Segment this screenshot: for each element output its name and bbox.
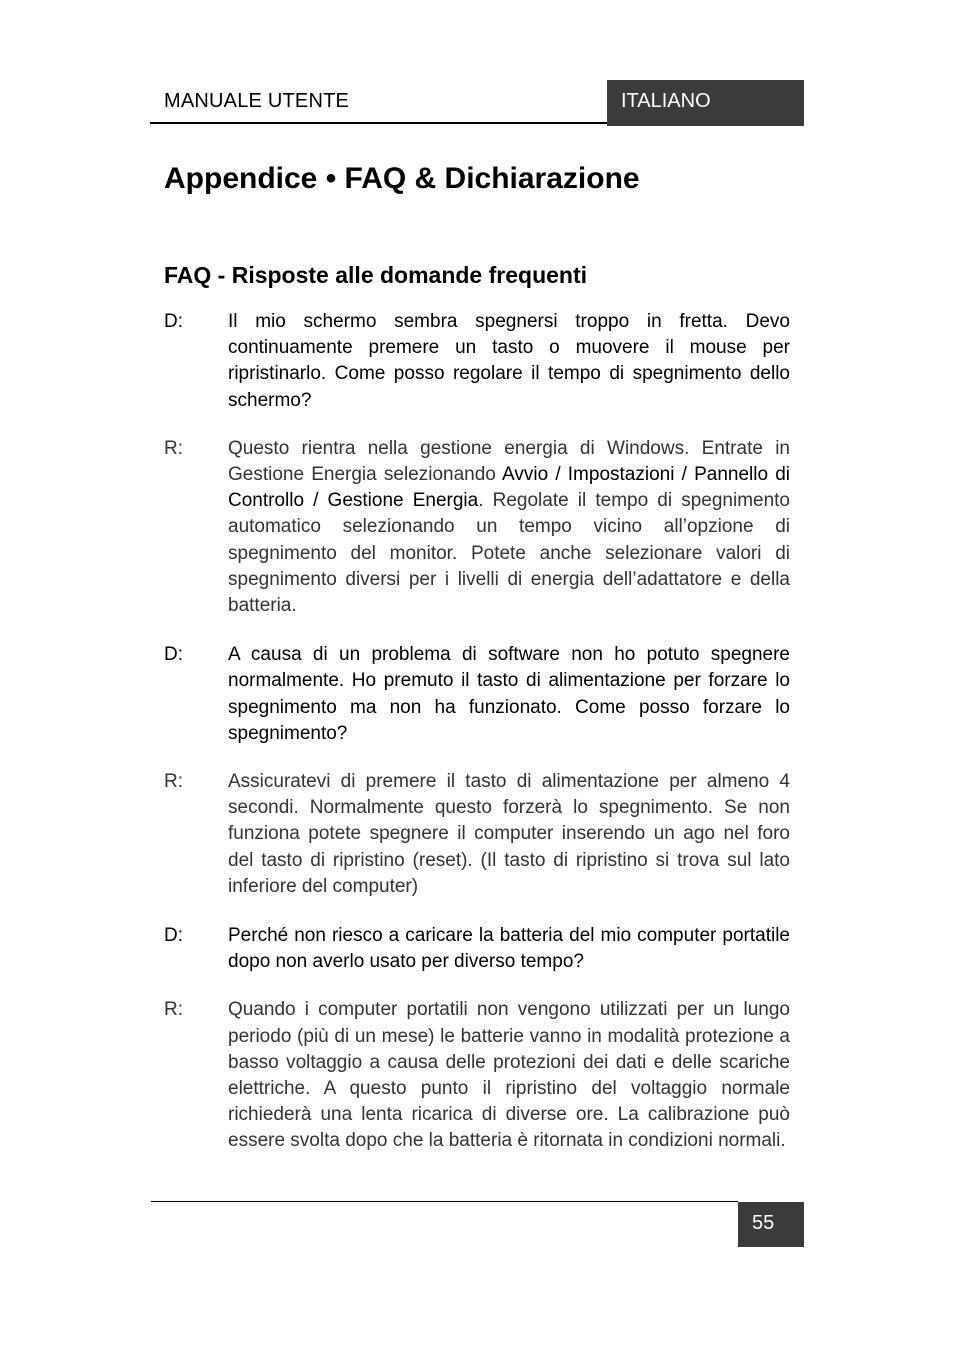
faq-answer bbox=[164, 997, 790, 1154]
header-manual-text: MANUALE UTENTE bbox=[164, 90, 350, 112]
answer-label: R: bbox=[164, 437, 183, 459]
question-label: D: bbox=[164, 644, 183, 666]
answer-text: Quando i computer portatili non vengono utilizzati per un lungo periodo (più di un mese) le batterie vanno in modalità protezione a basso voltaggio a causa delle protezioni dei dati e delle scariche elettriche. A questo punto il ripristino del voltaggio normale richiederà una lenta ricarica di diverse ore. La calibrazione può essere svolta dopo che la batteria è ritornata in condizioni normali. bbox=[228, 999, 790, 1152]
faq-answer bbox=[164, 769, 790, 900]
page-title: Appendice • FAQ & Dichiarazione bbox=[164, 162, 640, 195]
header-manual-label bbox=[150, 80, 607, 124]
question-label: D: bbox=[164, 925, 183, 947]
faq-question bbox=[164, 923, 790, 975]
section-title: FAQ - Risposte alle domande frequenti bbox=[164, 262, 588, 288]
faq-question bbox=[164, 642, 790, 747]
question-text: Il mio schermo sembra spegnersi troppo in fretta. Devo continuamente premere un tasto o muovere il mouse per ripristinarlo. Come posso regolare il tempo di spegnimento dello schermo? bbox=[228, 311, 790, 411]
answer-text: Assicuratevi di premere il tasto di alimentazione per almeno 4 secondi. Normalmente questo forzerà lo spegnimento. Se non funziona potete spegnere il computer inserendo un ago nel foro del tasto di ripristino (reset). (Il tasto di ripristino si trova sul lato inferiore del computer) bbox=[228, 771, 790, 897]
page-number-box bbox=[738, 1202, 804, 1247]
faq-question bbox=[164, 309, 790, 414]
menu-path: Avvio / Impostazioni / Pannello di Controllo / Gestione Energia bbox=[228, 464, 790, 512]
answer-text-before: Questo rientra nella gestione energia di Windows. Entrate in Gestione Energia selezionando bbox=[228, 437, 790, 486]
question-text: Perché non riesco a caricare la batteria del mio computer portatile dopo non averlo usato per diverso tempo? bbox=[228, 925, 790, 973]
answer-text bbox=[228, 436, 790, 619]
faq-list bbox=[164, 309, 790, 1155]
footer-rule bbox=[151, 1201, 738, 1202]
answer-text-after: . Regolate il tempo di spegnimento automatico selezionando un tempo vicino all’opzione di spegnimento del monitor. Potete anche selezionare valori di spegnimento diversi per i livelli di energia dell’adattatore e della batteria. bbox=[228, 490, 790, 617]
question-text: A causa di un problema di software non ho potuto spegnere normalmente. Ho premuto il tasto di alimentazione per forzare lo spegnimento ma non ha funzionato. Come posso forzare lo spegnimento? bbox=[228, 644, 790, 744]
page-number: 55 bbox=[752, 1212, 775, 1234]
header-language-text: ITALIANO bbox=[621, 90, 711, 112]
answer-label: R: bbox=[164, 999, 183, 1021]
answer-label: R: bbox=[164, 771, 183, 793]
header-language-tab bbox=[607, 80, 804, 126]
faq-answer bbox=[164, 436, 790, 619]
question-label: D: bbox=[164, 311, 183, 332]
